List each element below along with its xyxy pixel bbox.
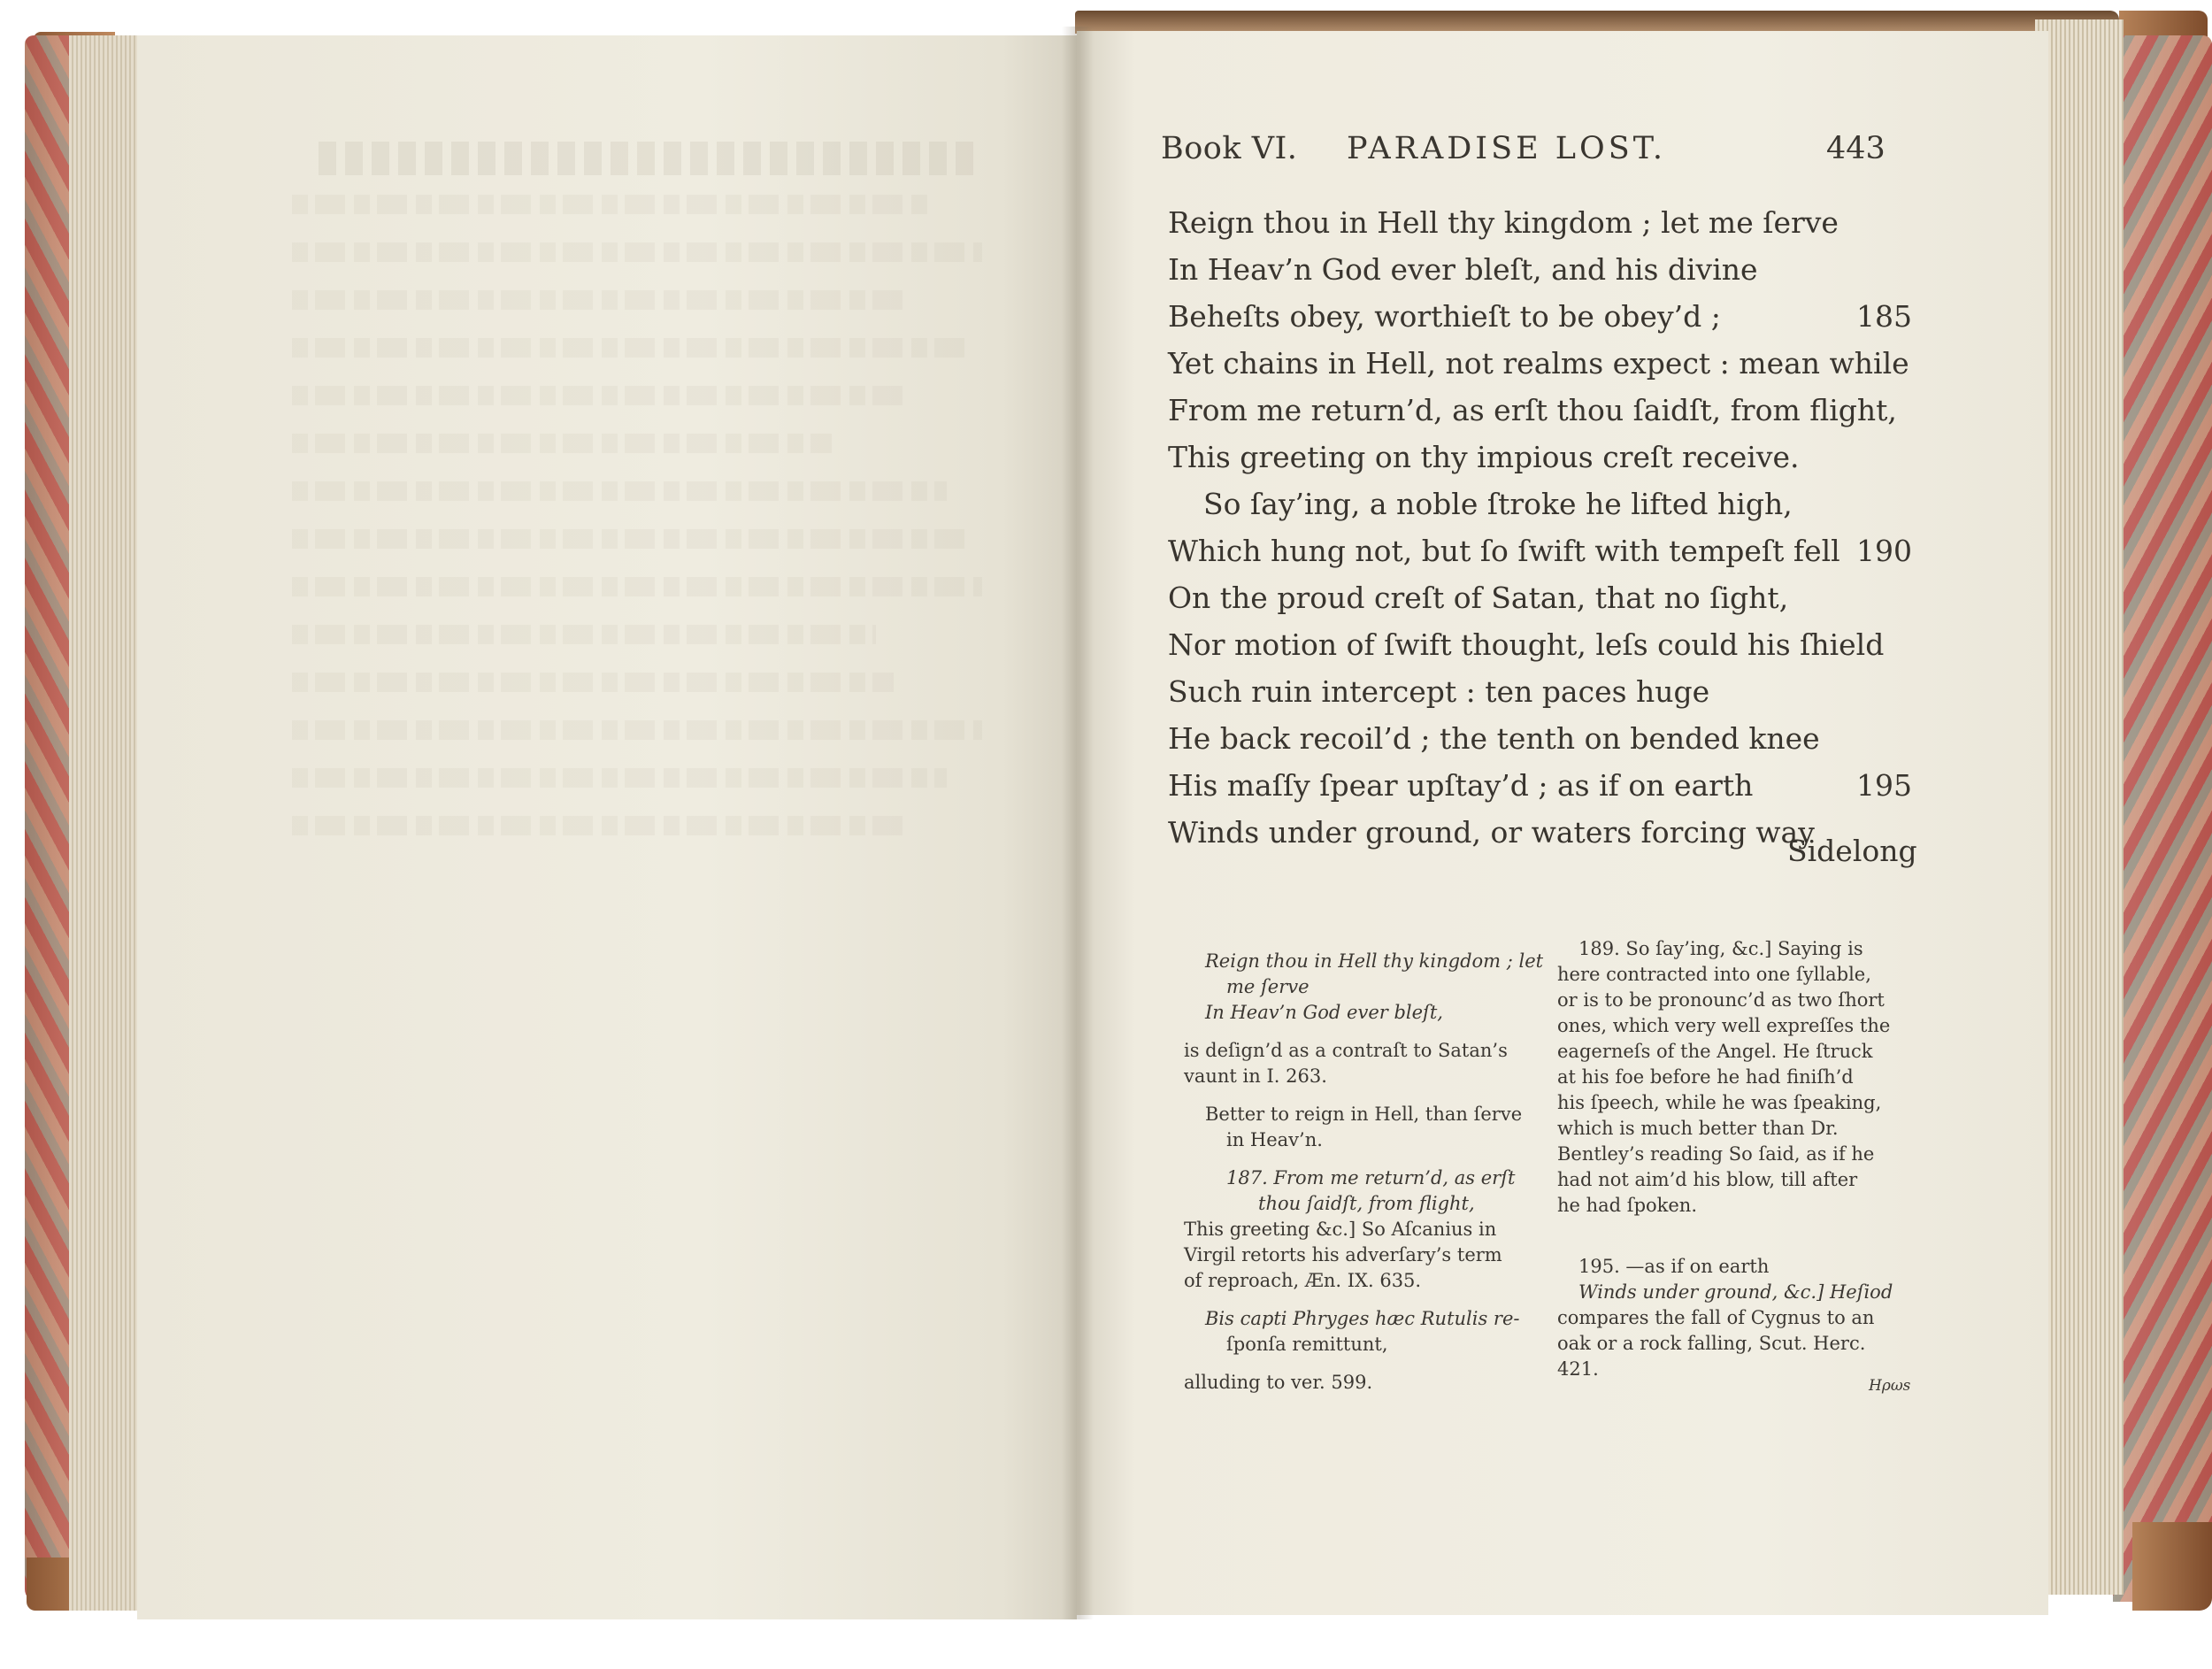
show-through-line [292, 434, 832, 453]
show-through-line [292, 816, 911, 835]
note-195-heading: Winds under ground, &c.] Heſiod [1578, 1281, 1893, 1303]
note-text: alluding to ver. 599. [1184, 1372, 1373, 1393]
show-through-line [292, 386, 902, 405]
gutter-shadow [1062, 27, 1094, 1619]
note-text: he had ſpoken. [1557, 1195, 1698, 1216]
left-page-stack [69, 35, 140, 1611]
note-quote: Bis capti Phryges hæc Rutulis re- [1205, 1308, 1520, 1329]
note-text: eagerneſs of the Angel. He ſtruck [1557, 1041, 1873, 1062]
verse-line: Beheſts obey, worthieſt to be obey’d ; 185 [1168, 299, 1912, 334]
note-text: at his foe before he had finiſh’d [1557, 1066, 1854, 1088]
show-through-head [319, 142, 973, 175]
note-text: vaunt in I. 263. [1184, 1065, 1327, 1087]
note-text: his ſpeech, while he was ſpeaking, [1557, 1092, 1882, 1113]
verse-line: In Heav’n God ever bleſt, and his divine [1168, 252, 1758, 287]
verse-line: Reign thou in Hell thy kingdom ; let me ſerve [1168, 205, 1839, 240]
show-through-line [292, 625, 876, 644]
note-text: Virgil retorts his adverſary’s term [1184, 1244, 1502, 1265]
note-195-heading: 195. —as if on earth [1578, 1256, 1770, 1277]
right-page-stack [2035, 19, 2124, 1595]
show-through-line [292, 673, 894, 692]
note-quote: Better to reign in Hell, than ſerve [1205, 1104, 1523, 1125]
line-number: 195 [1856, 768, 1912, 803]
show-through-line [292, 768, 947, 788]
line-number: 190 [1856, 534, 1912, 568]
verse-line: Which hung not, but ſo ſwift with tempeſt fell 190 [1168, 534, 1912, 568]
left-page-show-through [292, 133, 1035, 1416]
running-head-title: PARADISE LOST. [1347, 131, 1667, 166]
note-text: of reproach, Æn. IX. 635. [1184, 1270, 1422, 1291]
footnotes-right-column [1557, 936, 1918, 1382]
note-quote: me ſerve [1226, 976, 1310, 997]
note-text: here contracted into one ſyllable, [1557, 964, 1871, 985]
line-number: 185 [1856, 299, 1912, 334]
verse-line: Yet chains in Hell, not realms expect : mean while [1168, 346, 1909, 381]
verse-line: Nor motion of ſwift thought, leſs could his ſhield [1168, 627, 1885, 662]
note-text: compares the fall of Cygnus to an [1557, 1307, 1875, 1328]
running-head [1161, 131, 1886, 181]
note-text: or is to be pronounc’d as two ſhort [1557, 989, 1885, 1011]
verse-line: Such ruin intercept : ten paces huge [1168, 674, 1710, 709]
footnotes-left-column [1184, 949, 1545, 1396]
verse-line: His maſſy ſpear upſtay’d ; as if on earth 195 [1168, 768, 1912, 803]
note-187-heading: 187. From me return’d, as erſt [1226, 1167, 1516, 1188]
signature-mark: Hρωs [1869, 1377, 1911, 1395]
note-quote: In Heav’n God ever bleſt, [1205, 1002, 1443, 1023]
verse-line: On the proud creſt of Satan, that no ſight, [1168, 581, 1789, 615]
note-quote: Reign thou in Hell thy kingdom ; let [1205, 950, 1544, 972]
note-quote: ſponſa remittunt, [1226, 1334, 1388, 1355]
show-through-line [292, 195, 929, 214]
catchword: Sidelong [1787, 834, 1917, 868]
note-text: 421. [1557, 1358, 1599, 1380]
note-text: which is much better than Dr. [1557, 1118, 1839, 1139]
note-text: ones, which very well expreſſes the [1557, 1015, 1891, 1036]
note-text: Bentley’s reading So ſaid, as if he [1557, 1143, 1875, 1165]
verse-line: He back recoil’d ; the tenth on bended knee [1168, 721, 1820, 756]
page-number: 443 [1826, 131, 1886, 166]
show-through-line [292, 529, 964, 549]
note-text: had not aim’d his blow, till after [1557, 1169, 1858, 1190]
verse-line: From me return’d, as erſt thou ſaidſt, from flight, [1168, 393, 1897, 427]
note-187-heading: thou ſaidſt, from flight, [1258, 1193, 1475, 1214]
show-through-line [292, 720, 982, 740]
right-marbled-edge [2113, 35, 2212, 1602]
show-through-line [292, 577, 982, 596]
note-text: This greeting &c.] So Aſcanius in [1184, 1219, 1497, 1240]
note-quote: in Heav’n. [1226, 1129, 1323, 1150]
show-through-line [292, 290, 911, 310]
show-through-line [292, 242, 982, 262]
show-through-line [292, 481, 947, 501]
verse-line: So ſay’ing, a noble ſtroke he lifted high, [1203, 487, 1793, 521]
note-189-heading: 189. So ſay’ing, &c.] Saying is [1578, 938, 1863, 959]
verse-line: This greeting on thy impious creſt receive. [1168, 440, 1800, 474]
verse-line: Winds under ground, or waters forcing way [1168, 815, 1815, 850]
note-text: is deſign’d as a contraſt to Satan’s [1184, 1040, 1508, 1061]
show-through-line [292, 338, 964, 358]
verse-block [1168, 202, 1911, 858]
right-cover-leather-bottom [2132, 1522, 2212, 1611]
note-text: oak or a rock falling, Scut. Herc. [1557, 1333, 1866, 1354]
running-head-book: Book VI. [1161, 131, 1298, 166]
